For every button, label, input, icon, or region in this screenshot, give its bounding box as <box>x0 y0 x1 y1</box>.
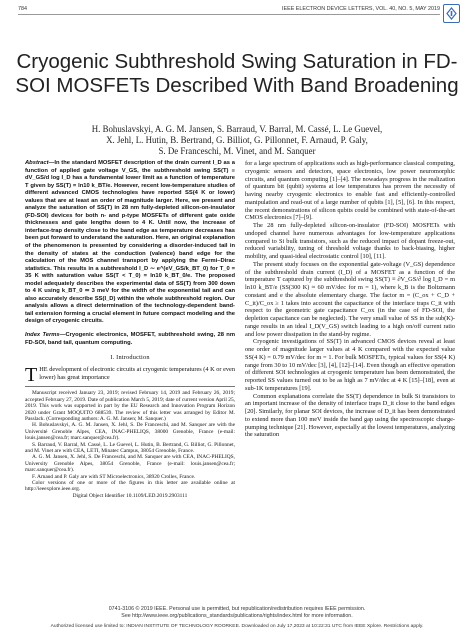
intro-paragraph <box>25 363 235 386</box>
intro-text: HE development of electronic circuits at cryogenic temperatures (4 K or even lower) has great importance <box>39 365 235 381</box>
footnote: S. Barraud, V. Barral, M. Cassé, L. Le Guevel, L. Hutin, B. Bertrand, G. Billiot, G. Pillonnet, and M. Vinet are with CEA, LETI, Minatec Campus, 38054 Grenoble, France. <box>25 441 235 455</box>
header-rule <box>18 14 440 15</box>
author-line: X. Jehl, L. Hutin, B. Bertrand, G. Billiot, G. Pillonnet, F. Arnaud, P. Galy, <box>106 135 368 146</box>
footnote-rule <box>25 386 235 387</box>
footnote: Manuscript received January 23, 2019; revised February 14, 2019 and February 26, 2019; accepted February 27, 2019. Date of publication March 5, 2019; date of current version April 25, 2019. This work was supported in part by the EU Research and Innovation Program Horizon 2020 under Grant MOQUITO 688539. The review of this letter was arranged by Editor M. Passlack. (Corresponding authors: A. G. M. Jansen; M. Sanquer.) <box>25 390 235 422</box>
issn-line: 0741-3106 © 2019 IEEE. Personal use is permitted, but republication/redistribution requires IEEE permission. <box>108 606 366 612</box>
abstract-text: —In the standard MOSFET description of the drain current I_D as a function of applied gate voltage V_GS, the subthreshold swing SS(T) ≡ dV_GS/d log I_D has a fundamental lower limit as a function of temperature T given by SS(T) = ln10 k_BT/e. However, recent low-temperature studies of different advanced CMOS technologies have reported SS(4 K or lower) values that are at least an order of magnitude larger. Here, we present and analyze the saturation of SS(T) in 28 nm fully-depleted silicon-on-insulator (FD-SOI) devices for both n- and p-type MOSFETs of different gate oxide thicknesses and gate lengths down to 4 K. Until now, the increase of interface-trap density close to the band edge as temperature decreases has been put forward to understand the saturation. Here, an original explanation of the phenomenon is presented by considering a disorder-induced tail in the density of states at the conduction (valence) band edge for the calculation of the MOS channel transport by applying the Fermi–Dirac statistics. This results in a subthreshold I_D ∼ e^(eV_GS/k_BT_0) for T_0 = 35 K with saturation value SS(T < T_0) = ln10 k_BT_0/e. The proposed model adequately describes the experimental data of SS(T) from 300 down to 4 K using k_BT_0 ≃ 3 meV for the width of the exponential tail and can also accurately describe SS(I_D) within the whole subthreshold region. Our analysis allows a direct determination of the technology-dependent band-tail extension forming a crucial element in future compact modeling and the design of cryogenic circuits. <box>25 160 235 325</box>
abstract-lead: Abstract <box>25 160 49 166</box>
journal-header: IEEE ELECTRON DEVICE LETTERS, VOL. 40, NO. 5, MAY 2019 <box>282 6 440 12</box>
footnote: F. Arnaud and P. Galy are with ST Microelectronics, 38920 Crolles, France. <box>32 473 196 480</box>
page-number: 784 <box>18 6 27 12</box>
body-paragraph: Cryogenic investigations of SS(T) in advanced CMOS devices reveal at least one order of magnitude larger values at 4 K compared with the expected value SS(4 K) = 0.79 mV/dec for m = 1. For bulk MOSFETs, typical values for SS(4 K) range from 30 to 10 mV/dec [3], [4], [12]–[14]. Even though an effective operation of different SOI technologies at cryogenic temperature has been demonstrated, the reported SS values turned out to be as high as 7 mV/dec at 4 K [15]–[18], even at sub-1K temperatures [19]. <box>245 338 455 392</box>
footnote: Color versions of one or more of the figures in this letter are available online at http://ieeexplore.ieee.org. <box>25 480 235 493</box>
body-paragraph: The present study focuses on the exponential gate-voltage (V_GS) dependence of the subthreshold drain current (I_D) of a MOSFET as a function of the temperature T captured by the subthreshold swing SS(T) ≡ ∂V_GS/∂ log I_D = m ln10 k_BT/e (SS(300 K) ≈ 60 mV/dec for m = 1), where k_B is the Boltzmann constant and e the absolute elementary charge. The factor m = (C_ox + C_D + C_it)/C_ox ≥ 1 takes into account the capacitance of the interface traps C_it with respect to the geometric gate capacitance C_ox (in the case of FD-SOI, the depletion capacitance can be neglected). The very small value of SS in the sub(K)-range results in an ideal I_D(V_GS) switch leading to a high on/off current ratio and low power dissipation in the stand-by regime. <box>245 260 455 338</box>
body-paragraph: for a large spectrum of applications such as high-performance classical computing, cryogenic sensors and detectors, space electronics, low power neuromorphic circuits, and quantum computing [1]–[4]. The nowadays progress in the realization of quantum bit (qubit) systems at low temperatures has proven the necessity of having nearby cryogenic electronics to enable fast and efficiently-controlled manipulation and read-out of a large number of qubits [1], [5], [6]. In this respect, the recent demonstrations of silicon qubits could be combined with state-of-the-art CMOS electronics [7]–[9]. <box>245 160 455 222</box>
ieee-logo-icon <box>443 4 460 23</box>
running-header <box>18 6 440 12</box>
paper-title: Cryogenic Subthreshold Swing Saturation in FD-SOI MOSFETs Described With Band Broadening <box>15 50 459 97</box>
body-paragraph: The 28 nm fully-depleted silicon-on-insulator (FD-SOI) MOSFETs with undoped channel have numerous advantages for low-temperature applications compared to Si bulk transistors, such as the reduced impact of dopant freeze-out, reduced variability, tuning of threshold voltage thanks to back-biasing, higher mobility, and quasi-ideal electrostatic control [10], [11]. <box>245 222 455 260</box>
index-terms-text: —Cryogenic electronics, MOSFET, subthreshold swing, 28 nm FD-SOI, band tail, quantum computing. <box>25 332 235 346</box>
right-column <box>245 160 455 439</box>
left-column <box>25 160 235 499</box>
section-heading: I. Introduction <box>110 354 150 362</box>
index-terms-lead: Index Terms <box>25 332 60 339</box>
index-terms <box>25 332 235 347</box>
author-line: S. De Franceschi, M. Vinet, and M. Sanquer <box>158 146 316 157</box>
body-paragraph: Common explanations correlate the SS(T) dependence in bulk Si transistors to an important increase of the density of interface traps D_it close to the band edges [20]. Similarly, for planar SOI devices, the increase of D_it has been demonstrated to extend more than 100 meV inside the band gap using the spectroscopic charge-pumping technique [21]. However, especially at the lowest temperatures, analyzing the saturation <box>245 392 455 439</box>
rights-line: See http://www.ieee.org/publications_standards/publications/rights/index.html for more information. <box>121 612 353 619</box>
authorized-use-line: Authorized licensed use limited to: INDIAN INSTITUTE OF TECHNOLOGY ROORKEE. Downloaded on July 17,2023 at 10:22:31 UTC from IEEE Xplore. Restrictions apply. <box>50 624 424 629</box>
footnote: H. Bohuslavskyi, A. G. M. Jansen, X. Jehl, S. De Franceschi, and M. Sanquer are with the Université Grenoble Alpes, CEA, INAC-PHELIQS, 38000 Grenoble, France (e-mail: louis.jansen@cea.fr; marc.sanquer@cea.fr). <box>25 422 235 442</box>
author-line: H. Bohuslavskyi, A. G. M. Jansen, S. Barraud, V. Barral, M. Cassé, L. Le Guevel, <box>91 124 383 134</box>
drop-cap: T <box>25 363 38 386</box>
footnote: A. G. M. Jansen, X. Jehl, S. De Franceschi, and M. Sanquer are with CEA, INAC-PHELIQS, University Grenoble Alpes, 38054 Grenoble, France (e-mail: louis.jansen@cea.fr; marc.sanquer@cea.fr). <box>25 454 235 474</box>
abstract <box>25 160 235 326</box>
author-list <box>30 124 444 158</box>
doi: Digital Object Identifier 10.1109/LED.2019.2903111 <box>72 492 188 499</box>
copyright-footer <box>0 606 474 619</box>
